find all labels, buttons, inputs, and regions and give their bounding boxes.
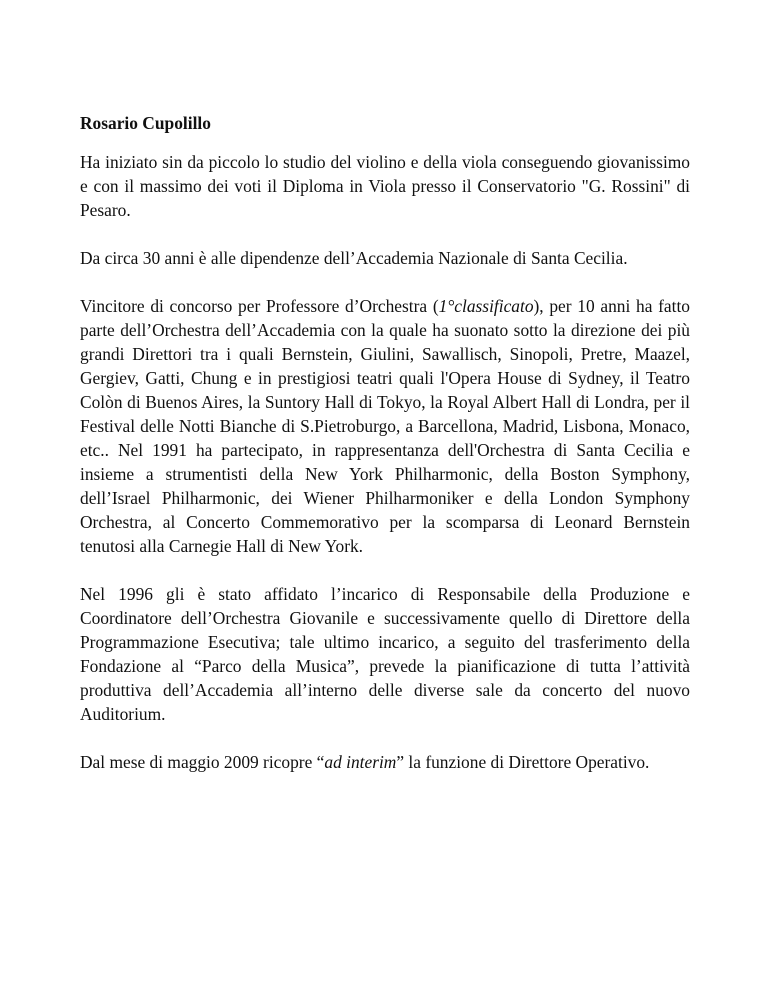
career-text-rest: ), per 10 anni ha fatto parte dell’Orchestra dell’Accademia con la quale ha suonato sotto la direzione dei più grandi Direttori tra i quali Bernstein, Giulini, Sawallisch, Sinopoli, Pretre, Maazel, Gergiev, Gatti, Chung e in prestigiosi teatri quali l'Opera House di Sydney, il Teatro Colòn di Buenos Aires, la Suntory Hall di Tokyo, la Royal Albert Hall di Londra, per il Festival delle Notti Bianche di S.Pietroburgo, a Barcellona, Madrid, Lisbona, Monaco, etc.. Nel 1991 ha partecipato, in rappresentanza dell'Orchestra di Santa Cecilia e insieme a strumentisti della New York Philharmonic, della Boston Symphony, dell’Israel Philharmonic, dei Wiener Philharmoniker e della London Symphony Orchestra, al Concerto Commemorativo per la scomparsa di Leonard Bernstein tenutosi alla Carnegie Hall di New York. [80, 296, 690, 556]
paragraph-appointments: Nel 1996 gli è stato affidato l’incarico di Responsabile della Produzione e Coordinatore dell’Orchestra Giovanile e successivamente quello di Direttore della Programmazione Esecutiva; tale ultimo incarico, a seguito del trasferimento della Fondazione al “Parco della Musica”, prevede la pianificazione di tutta l’attività produttiva dell’Accademia all’interno delle diverse sale da concerto del nuovo Auditorium. [80, 584, 690, 724]
career-rank-italic: 1°classificato [438, 296, 534, 316]
paragraph-education: Ha iniziato sin da piccolo lo studio del violino e della viola conseguendo giovanissimo e con il massimo dei voti il Diploma in Viola presso il Conservatorio "G. Rossini" di Pesaro. [80, 152, 690, 220]
paragraph-current-role [80, 750, 690, 774]
document-body [80, 111, 690, 798]
document-title: Rosario Cupolillo [80, 113, 211, 133]
current-role-text-end: ” la funzione di Direttore Operativo. [396, 752, 650, 772]
career-text-start: Vincitore di concorso per Professore d’Orchestra ( [80, 296, 439, 316]
current-role-text-start: Dal mese di maggio 2009 ricopre “ [80, 752, 325, 772]
current-role-italic: ad interim [324, 752, 397, 772]
paragraph-career [80, 294, 690, 558]
paragraph-employment: Da circa 30 anni è alle dipendenze dell’Accademia Nazionale di Santa Cecilia. [80, 248, 628, 268]
